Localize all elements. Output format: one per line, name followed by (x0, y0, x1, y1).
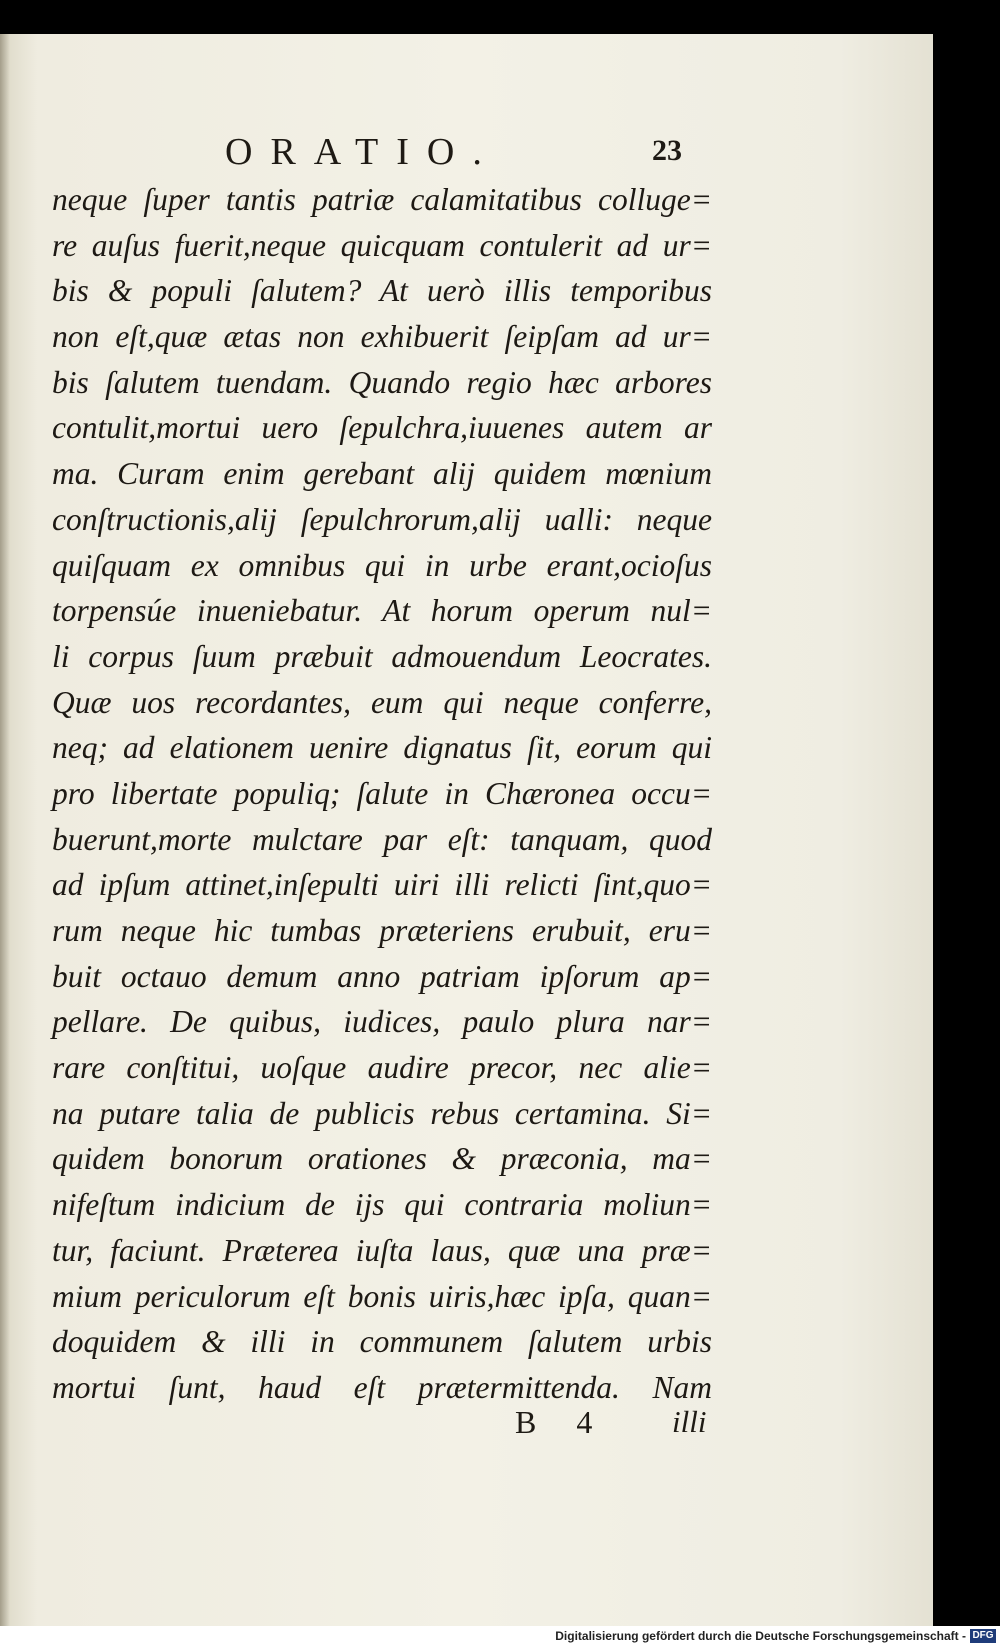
dfg-logo: DFG (970, 1629, 996, 1643)
text-line: conſtructionis,alij ſepulchrorum,alij ualli: neque (52, 501, 712, 537)
text-line: doquidem & illi in communem ſalutem urbis (52, 1324, 712, 1360)
text-line: mium periculorum eſt bonis uiris,hæc ipſa, quan= (52, 1278, 712, 1314)
text-line: neque ſuper tantis patriæ calamitatibus colluge= (52, 182, 712, 217)
text-line: buerunt,morte mulctare par eſt: tanquam, quod (52, 821, 712, 857)
text-line: Quæ uos recordantes, eum qui neque conferre, (52, 684, 712, 720)
text-line: neq; ad elationem uenire dignatus ſit, eorum qui (52, 730, 712, 766)
text-line: ad ipſum attinet,inſepulti uiri illi relicti ſint,quo= (52, 867, 712, 903)
text-line: re auſus fuerit,neque quicquam contulerit ad ur= (52, 227, 712, 263)
text-line: bis & populi ſalutem? At uerò illis temporibus (52, 273, 712, 309)
text-line: pellare. De quibus, iudices, paulo plura nar= (52, 1004, 712, 1040)
text-line: buit octauo demum anno patriam ipſorum ap= (52, 958, 712, 994)
page-gutter-shadow (0, 34, 10, 1626)
text-line: na putare talia de publicis rebus certamina. Si= (52, 1095, 712, 1131)
text-line: contulit,mortui uero ſepulchra,iuuenes autem ar (52, 410, 712, 446)
text-line: nifeſtum indicium de ijs qui contraria moliun= (52, 1187, 712, 1223)
funding-credit: Digitalisierung gefördert durch die Deutsche Forschungsgemeinschaft - (555, 1629, 966, 1643)
book-page (0, 34, 933, 1626)
text-line: rum neque hic tumbas præteriens erubuit, eru= (52, 913, 712, 948)
text-line: torpensúe inueniebatur. At horum operum nul= (52, 593, 712, 629)
catchword: illi (672, 1404, 707, 1439)
text-line: pro libertate populiq; ſalute in Chæronea occu= (52, 775, 712, 811)
text-line: quidem bonorum orationes & præconia, ma= (52, 1141, 712, 1177)
text-line: li corpus ſuum præbuit admouendum Leocrates. (52, 638, 712, 674)
running-head-title: ORATIO. (225, 131, 500, 173)
text-line: rare conſtitui, uoſque audire precor, nec alie= (52, 1050, 712, 1086)
signature-mark: B 4 (515, 1404, 609, 1440)
text-line: quiſquam ex omnibus qui in urbe erant,ocioſus (52, 547, 712, 583)
text-line: tur, faciunt. Præterea iuſta laus, quæ una præ= (52, 1232, 712, 1268)
text-line: ma. Curam enim gerebant alij quidem mœnium (52, 456, 712, 492)
text-line: mortui ſunt, haud eſt prætermittenda. Nam (52, 1369, 712, 1405)
body-text (52, 177, 712, 1411)
digitization-footer (0, 1626, 1000, 1646)
text-line: bis ſalutem tuendam. Quando regio hæc arbores (52, 364, 712, 400)
page-number: 23 (652, 134, 682, 167)
text-line: non eſt,quæ ætas non exhibuerit ſeipſam ad ur= (52, 319, 712, 355)
